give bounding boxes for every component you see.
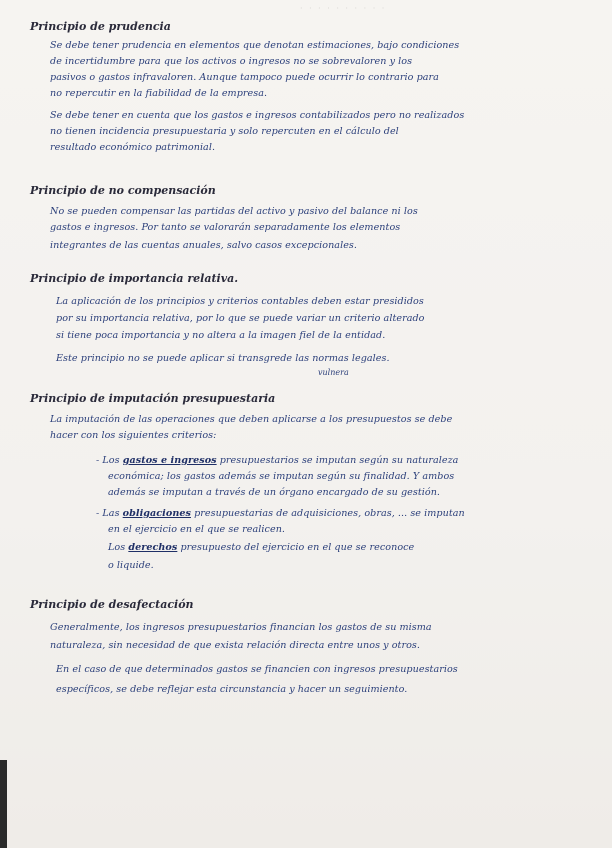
section-title-importancia-relativa: Principio de importancia relativa. — [30, 272, 239, 285]
bullet-text: presupuestarias de adquisiciones, obras, ... se imputan — [194, 508, 465, 519]
text-line: de incertidumbre para que los activos o ingresos no se sobrevaloren y los — [50, 56, 413, 67]
text-line: hacer con los siguientes criterios: — [50, 430, 217, 441]
text-line: específicos, se debe reflejar esta circunstancia y hacer un seguimiento. — [56, 684, 408, 695]
text-line: La aplicación de los principios y criterios contables deben estar presididos — [56, 296, 424, 307]
text-line: Generalmente, los ingresos presupuestarios financian los gastos de su misma — [50, 622, 432, 633]
text-line: no tienen incidencia presupuestaria y solo repercuten en el cálculo del — [50, 126, 399, 137]
text-line: La imputación de las operaciones que deben aplicarse a los presupuestos se debe — [50, 414, 453, 425]
bullet-line — [108, 542, 414, 553]
text-line: gastos e ingresos. Por tanto se valorarán separadamente los elementos — [50, 222, 401, 233]
section-title-desafectacion: Principio de desafectación — [30, 598, 194, 611]
bullet-line — [96, 508, 465, 519]
section-title-prudencia: Principio de prudencia — [30, 20, 171, 33]
bullet-bold-term: obligaciones — [122, 508, 191, 519]
text-line: Se debe tener en cuenta que los gastos e ingresos contabilizados pero no realizados — [50, 110, 465, 121]
bullet-lead: - Las — [96, 508, 120, 519]
section-title-no-compensacion: Principio de no compensación — [30, 184, 216, 197]
margin-insert-note: vulnera — [318, 368, 349, 377]
text-line: pasivos o gastos infravaloren. Aunque tampoco puede ocurrir lo contrario para — [50, 72, 439, 83]
bleed-through-text: · · · · · · · · · · — [300, 4, 387, 13]
bullet-lead: Los — [108, 542, 126, 553]
text-line: No se pueden compensar las partidas del activo y pasivo del balance ni los — [50, 206, 418, 217]
text-line: Este principio no se puede aplicar si transgrede las normas legales. — [56, 353, 390, 364]
text-line: naturaleza, sin necesidad de que exista relación directa entre unos y otros. — [50, 640, 420, 651]
bullet-line: económica; los gastos además se imputan según su finalidad. Y ambos — [108, 471, 455, 482]
text-line: Se debe tener prudencia en elementos que denotan estimaciones, bajo condiciones — [50, 40, 460, 51]
text-line: integrantes de las cuentas anuales, salvo casos excepcionales. — [50, 240, 357, 251]
bullet-line: además se imputan a través de un órgano encargado de su gestión. — [108, 487, 441, 498]
text-line: si tiene poca importancia y no altera a la imagen fiel de la entidad. — [56, 330, 386, 341]
bullet-line — [96, 455, 458, 466]
text-line: no repercutir en la fiabilidad de la empresa. — [50, 88, 268, 99]
text-line: En el caso de que determinados gastos se financien con ingresos presupuestarios — [56, 664, 458, 675]
bullet-bold-term: gastos e ingresos — [122, 455, 217, 466]
bullet-line: en el ejercicio en el que se realicen. — [108, 524, 286, 535]
bullet-line: o liquide. — [108, 560, 154, 571]
text-line: por su importancia relativa, por lo que se puede variar un criterio alterado — [56, 313, 425, 324]
page-edge-shadow — [0, 760, 7, 848]
bullet-bold-term: derechos — [128, 542, 178, 553]
text-line: resultado económico patrimonial. — [50, 142, 216, 153]
bullet-lead: - Los — [96, 455, 120, 466]
bullet-text: presupuesto del ejercicio en el que se reconoce — [180, 542, 415, 553]
bullet-text: presupuestarios se imputan según su naturaleza — [219, 455, 459, 466]
section-title-imputacion-presupuestaria: Principio de imputación presupuestaria — [30, 392, 276, 405]
